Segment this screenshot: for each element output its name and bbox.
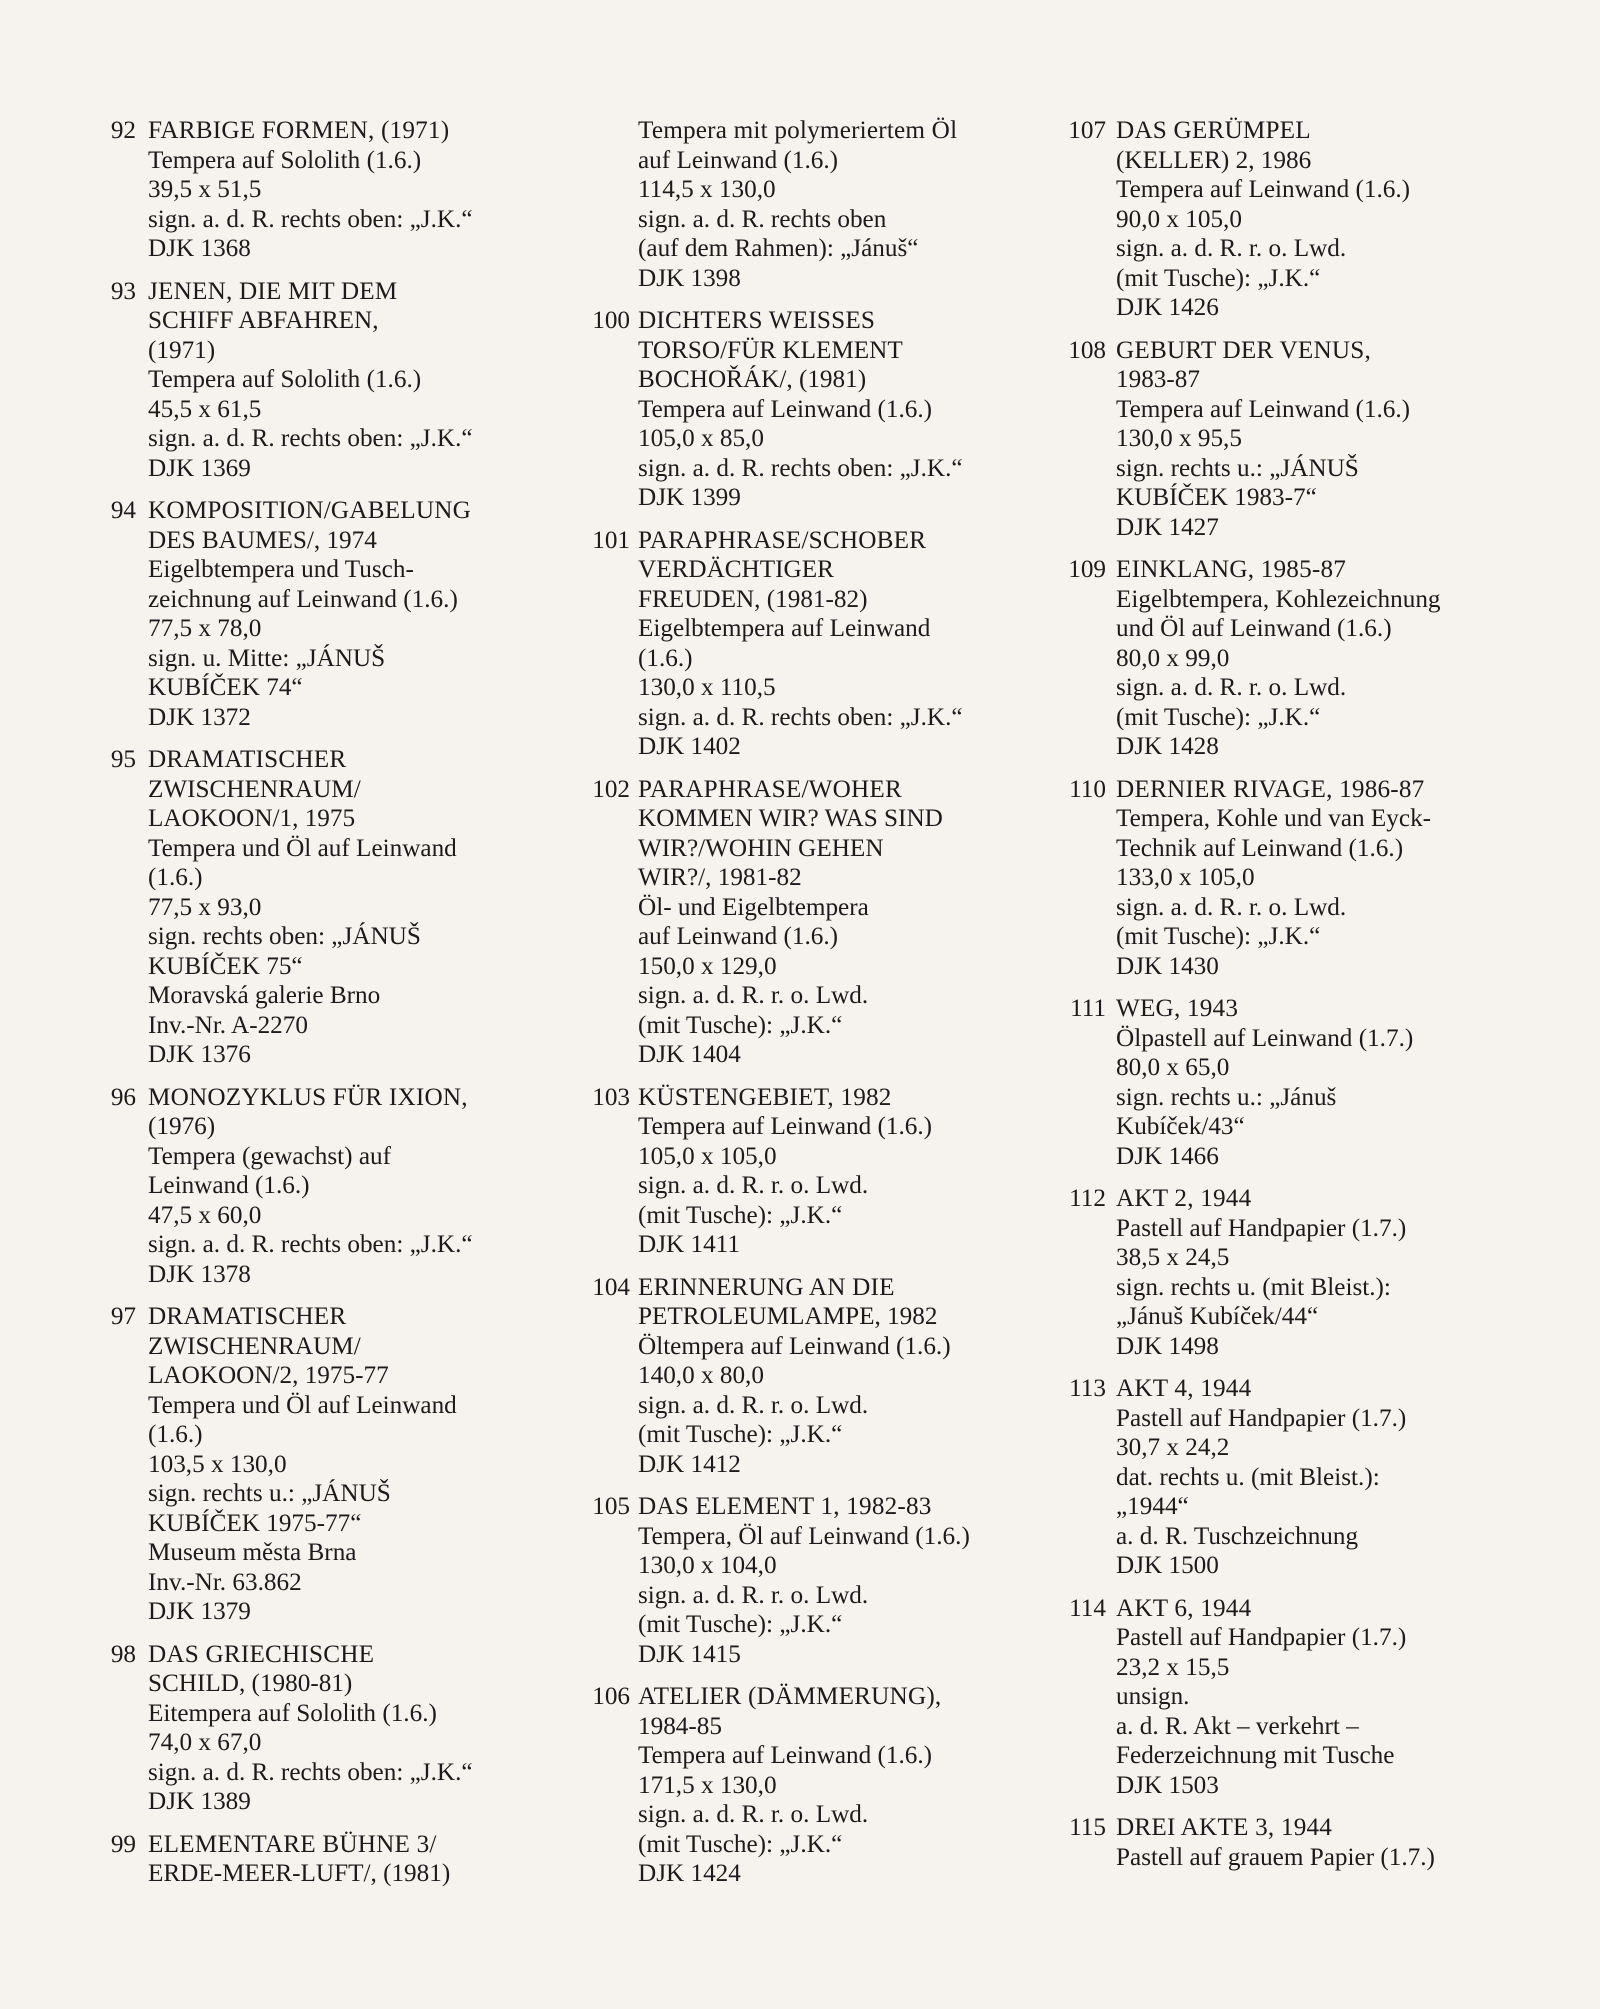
entry-title-line: DRAMATISCHER: [148, 746, 347, 773]
entry-line: sign. a. d. R. r. o. Lwd.: [1116, 235, 1347, 262]
entry-line: FREUDEN, (1981-82): [638, 585, 868, 613]
entry-line: Pastell auf grauem Papier (1.7.): [1116, 1843, 1435, 1871]
entry-number: 104: [592, 1273, 630, 1301]
catalogue-entry: [1060, 555, 1580, 762]
entry-line: 1983-87: [1116, 366, 1200, 393]
entry-line: sign. a. d. R. r. o. Lwd.: [1116, 893, 1347, 921]
entry-number: 101: [592, 526, 630, 554]
entry-line: ZWISCHENRAUM/: [148, 1332, 361, 1360]
entry-line: 130,0 x 110,5: [638, 674, 776, 701]
entry-title-line: DAS GERÜMPEL: [1116, 117, 1311, 144]
entry-body: [148, 116, 570, 264]
entry-line: Pastell auf Handpapier (1.7.): [1116, 1404, 1407, 1432]
entry-line: sign. u. Mitte: „JÁNUŠ: [148, 644, 386, 672]
entry-title-line: ATELIER (DÄMMERUNG),: [638, 1683, 942, 1710]
entry-number: 111: [1070, 995, 1106, 1022]
entry-line: BOCHOŘÁK/, (1981): [638, 366, 867, 393]
entry-body: [148, 745, 570, 1070]
entry-title-line: DREI AKTE 3, 1944: [1116, 1814, 1333, 1841]
entry-line: sign. rechts u.: „JÁNUŠ: [1116, 454, 1359, 482]
entry-title-line: EINKLANG, 1985-87: [1116, 556, 1347, 583]
entry-line: (1976): [148, 1113, 216, 1140]
entry-line: sign. a. d. R. r. o. Lwd.: [638, 1172, 869, 1199]
entry-line: sign. rechts oben: „JÁNUŠ: [148, 923, 421, 950]
entry-line: sign. a. d. R. rechts oben: „J.K.“: [638, 703, 963, 731]
entry-line: DJK 1500: [1116, 1552, 1219, 1579]
entry-line: ZWISCHENRAUM/: [148, 775, 361, 803]
entry-line: Pastell auf Handpapier (1.7.): [1116, 1214, 1407, 1242]
entry-line: 130,0 x 95,5: [1116, 425, 1242, 452]
entry-line: sign. rechts u.: „Jánuš: [1116, 1083, 1337, 1111]
entry-line: 133,0 x 105,0: [1116, 864, 1255, 891]
entry-line: 105,0 x 105,0: [638, 1142, 777, 1170]
entry-line: DJK 1430: [1116, 952, 1219, 980]
entry-number: 93: [110, 277, 136, 305]
entry-line: sign. a. d. R. r. o. Lwd.: [1116, 674, 1347, 701]
catalogue-entry: [584, 1083, 1062, 1260]
entry-line: Tempera auf Sololith (1.6.): [148, 366, 422, 393]
entry-line: sign. rechts u. (mit Bleist.):: [1116, 1273, 1391, 1301]
entry-line: Eitempera auf Sololith (1.6.): [148, 1699, 437, 1727]
entry-title-line: DERNIER RIVAGE, 1986-87: [1116, 775, 1425, 803]
entry-body: [638, 306, 1062, 513]
entry-body: [1116, 1374, 1580, 1581]
entry-number: 109: [1068, 556, 1106, 583]
entry-number: 110: [1069, 775, 1106, 803]
entry-line: PETROLEUMLAMPE, 1982: [638, 1303, 938, 1330]
entry-body: [148, 1083, 570, 1290]
entry-line: (mit Tusche): „J.K.“: [638, 1830, 843, 1858]
entry-line: sign. a. d. R. r. o. Lwd.: [638, 1581, 869, 1609]
entry-line: sign. a. d. R. r. o. Lwd.: [638, 1391, 869, 1419]
entry-line: Tempera auf Leinwand (1.6.): [638, 395, 933, 423]
entry-line: Ölpastell auf Leinwand (1.7.): [1116, 1024, 1414, 1052]
entry-number: 115: [1069, 1814, 1106, 1841]
entry-number: 107: [1068, 117, 1106, 144]
entry-line: Museum města Brna: [148, 1539, 357, 1566]
entry-line: sign. a. d. R. rechts oben: „J.K.“: [148, 205, 473, 233]
entry-line: DJK 1427: [1116, 513, 1219, 541]
entry-line: 130,0 x 104,0: [638, 1552, 777, 1579]
entry-line: 1984-85: [638, 1712, 722, 1740]
catalogue-entry: [100, 496, 570, 732]
entry-line: SCHIFF ABFAHREN,: [148, 307, 379, 334]
entry-body: [638, 1273, 1062, 1480]
entry-line: (1.6.): [148, 864, 203, 891]
entry-line: DJK 1498: [1116, 1332, 1219, 1360]
entry-line: (auf dem Rahmen): „Jánuš“: [638, 235, 919, 262]
entry-line: Tempera auf Sololith (1.6.): [148, 146, 422, 174]
entry-title-line: ELEMENTARE BÜHNE 3/: [148, 1830, 437, 1858]
entry-line: dat. rechts u. (mit Bleist.):: [1116, 1463, 1380, 1491]
catalogue-entry: [100, 1830, 570, 1889]
catalogue-entry: [584, 1492, 1062, 1669]
entry-line: Technik auf Leinwand (1.6.): [1116, 834, 1404, 862]
entry-line: sign. a. d. R. rechts oben: „J.K.“: [148, 1758, 473, 1786]
entry-line: DJK 1412: [638, 1450, 741, 1478]
entry-number: 94: [110, 497, 136, 524]
entry-title-line: ERINNERUNG AN DIE: [638, 1273, 895, 1301]
entry-title-line: PARAPHRASE/WOHER: [638, 775, 902, 803]
entry-body: [638, 1682, 1062, 1889]
entry-line: Tempera, Kohle und van Eyck-: [1116, 805, 1432, 832]
entry-title-line: PARAPHRASE/SCHOBER: [638, 526, 927, 554]
entry-line: SCHILD, (1980-81): [148, 1670, 353, 1697]
entry-line: Moravská galerie Brno: [148, 982, 381, 1009]
entry-line: DJK 1411: [638, 1231, 740, 1258]
entry-body: [1116, 1594, 1580, 1801]
entry-line: DJK 1368: [148, 235, 251, 262]
entry-line: „Jánuš Kubíček/44“: [1116, 1303, 1319, 1330]
entry-line: unsign.: [1116, 1683, 1190, 1710]
entry-line: (mit Tusche): „J.K.“: [638, 1421, 843, 1448]
entry-line: 140,0 x 80,0: [638, 1362, 764, 1389]
entry-line: (mit Tusche): „J.K.“: [638, 1011, 843, 1039]
entry-line: DJK 1428: [1116, 733, 1219, 760]
entry-number: 100: [592, 307, 630, 334]
entry-line: Leinwand (1.6.): [148, 1172, 310, 1199]
entry-title-line: KOMPOSITION/GABELUNG: [148, 497, 472, 524]
entry-title-line: AKT 6, 1944: [1116, 1594, 1252, 1622]
entry-line: Kubíček/43“: [1116, 1113, 1245, 1140]
catalogue-entry: [100, 116, 570, 264]
entry-line: sign. a. d. R. r. o. Lwd.: [638, 1801, 869, 1828]
entry-line: 74,0 x 67,0: [148, 1729, 262, 1756]
entry-line: Tempera, Öl auf Leinwand (1.6.): [638, 1522, 970, 1550]
entry-line: DJK 1466: [1116, 1142, 1219, 1170]
entry-line: DES BAUMES/, 1974: [148, 526, 377, 554]
entry-line: 45,5 x 61,5: [148, 395, 262, 423]
entry-line: KUBÍČEK 74“: [148, 674, 303, 701]
entry-line: 77,5 x 93,0: [148, 893, 262, 921]
entry-line: Inv.-Nr. 63.862: [148, 1568, 302, 1596]
entry-line: DJK 1424: [638, 1860, 741, 1887]
entry-body: [1116, 116, 1580, 323]
entry-line: sign. a. d. R. rechts oben: [638, 205, 887, 233]
entry-line: 39,5 x 51,5: [148, 176, 262, 203]
entry-body: [638, 775, 1062, 1070]
entry-line: 38,5 x 24,5: [1116, 1244, 1230, 1271]
entry-line: Eigelbtempera auf Leinwand: [638, 615, 931, 642]
entry-title-line: KÜSTENGEBIET, 1982: [638, 1083, 892, 1111]
entry-line: (mit Tusche): „J.K.“: [1116, 703, 1321, 731]
catalogue-column-1: [100, 116, 570, 1902]
entry-line: Inv.-Nr. A-2270: [148, 1011, 308, 1039]
catalogue-entry: [584, 116, 1062, 293]
catalogue-entry: [1060, 1374, 1580, 1581]
entry-line: KUBÍČEK 1983-7“: [1116, 484, 1317, 511]
entry-line: 47,5 x 60,0: [148, 1201, 262, 1229]
catalogue-entry: [1060, 116, 1580, 323]
entry-line: DJK 1404: [638, 1041, 741, 1068]
entry-body: [1116, 336, 1580, 543]
entry-number: 99: [110, 1830, 136, 1858]
catalogue-entry: [100, 1302, 570, 1627]
entry-line: Eigelbtempera und Tusch-: [148, 556, 414, 583]
entry-number: 98: [110, 1640, 136, 1668]
catalogue-entry: [584, 1273, 1062, 1480]
entry-body: [638, 1083, 1062, 1260]
catalogue-column-2: [584, 116, 1062, 1902]
entry-line: Tempera und Öl auf Leinwand: [148, 834, 457, 862]
entry-line: (mit Tusche): „J.K.“: [1116, 264, 1321, 292]
catalogue-entry: [100, 745, 570, 1070]
entry-line: VERDÄCHTIGER: [638, 556, 834, 583]
entry-line: KOMMEN WIR? WAS SIND: [638, 805, 943, 832]
entry-line: sign. a. d. R. r. o. Lwd.: [638, 982, 869, 1009]
entry-line: a. d. R. Tuschzeichnung: [1116, 1522, 1359, 1550]
entry-line: 171,5 x 130,0: [638, 1771, 777, 1799]
catalogue-entry: [1060, 775, 1580, 982]
catalogue-entry: [1060, 1594, 1580, 1801]
entry-line: 80,0 x 99,0: [1116, 644, 1230, 672]
entry-line: DJK 1415: [638, 1640, 741, 1668]
entry-number: 102: [592, 775, 630, 803]
entry-body: [148, 277, 570, 484]
entry-line: Öl- und Eigelbtempera: [638, 893, 869, 921]
catalogue-column-3: [1060, 116, 1580, 1885]
entry-number: 95: [110, 746, 136, 773]
entry-line: „1944“: [1116, 1493, 1189, 1520]
entry-number: 96: [110, 1083, 136, 1111]
entry-line: Tempera (gewachst) auf: [148, 1142, 391, 1170]
entry-line: LAOKOON/2, 1975-77: [148, 1362, 389, 1389]
catalogue-entry: [1060, 1813, 1580, 1872]
entry-body: [638, 526, 1062, 762]
entry-line: KUBÍČEK 75“: [148, 952, 303, 980]
entry-line: auf Leinwand (1.6.): [638, 146, 839, 174]
catalogue-entry: [100, 277, 570, 484]
entry-title-line: DAS GRIECHISCHE: [148, 1640, 375, 1668]
entry-line: DJK 1379: [148, 1598, 251, 1625]
catalogue-entry: [100, 1640, 570, 1817]
entry-body: [148, 1302, 570, 1627]
entry-line: (mit Tusche): „J.K.“: [1116, 923, 1321, 950]
entry-line: Pastell auf Handpapier (1.7.): [1116, 1624, 1407, 1651]
entry-line: DJK 1426: [1116, 294, 1219, 321]
entry-number: 113: [1069, 1375, 1106, 1402]
entry-line: WIR?/WOHIN GEHEN: [638, 834, 884, 862]
entry-title-line: FARBIGE FORMEN, (1971): [148, 117, 450, 144]
entry-line: und Öl auf Leinwand (1.6.): [1116, 615, 1392, 642]
catalogue-entry: [584, 306, 1062, 513]
entry-line: DJK 1399: [638, 484, 741, 511]
entry-line: DJK 1376: [148, 1041, 251, 1068]
entry-line: WIR?/, 1981-82: [638, 864, 802, 891]
entry-line: 80,0 x 65,0: [1116, 1054, 1230, 1081]
entry-line: DJK 1402: [638, 733, 741, 760]
entry-line: 30,7 x 24,2: [1116, 1434, 1230, 1461]
entry-line: 77,5 x 78,0: [148, 615, 262, 642]
entry-line: KUBÍČEK 1975-77“: [148, 1509, 362, 1537]
entry-body: [148, 1640, 570, 1817]
entry-number: 103: [592, 1083, 630, 1111]
entry-title-line: DICHTERS WEISSES: [638, 307, 876, 334]
entry-line: 105,0 x 85,0: [638, 425, 764, 452]
entry-line: Tempera auf Leinwand (1.6.): [1116, 176, 1411, 203]
entry-line: Federzeichnung mit Tusche: [1116, 1742, 1395, 1769]
entry-line: sign. rechts u.: „JÁNUŠ: [148, 1480, 391, 1507]
entry-title-line: AKT 2, 1944: [1116, 1185, 1252, 1212]
entry-line: DJK 1369: [148, 454, 251, 482]
entry-title-line: WEG, 1943: [1116, 995, 1239, 1022]
entry-body: [1116, 1813, 1580, 1872]
entry-line: a. d. R. Akt – verkehrt –: [1116, 1712, 1359, 1740]
entry-title-line: JENEN, DIE MIT DEM: [148, 277, 398, 305]
entry-body: [1116, 1184, 1580, 1361]
entry-line: Tempera mit polymeriertem Öl: [638, 117, 958, 144]
entry-line: Tempera auf Leinwand (1.6.): [638, 1742, 933, 1769]
catalogue-entry: [584, 526, 1062, 762]
entry-number: 106: [592, 1683, 630, 1710]
entry-number: 92: [110, 117, 136, 144]
entry-number: 114: [1069, 1594, 1106, 1622]
catalogue-entry: [1060, 1184, 1580, 1361]
entry-line: (KELLER) 2, 1986: [1116, 146, 1312, 174]
entry-line: Eigelbtempera, Kohlezeichnung: [1116, 585, 1441, 613]
entry-title-line: MONOZYKLUS FÜR IXION,: [148, 1083, 468, 1111]
entry-number: 105: [592, 1493, 630, 1520]
entry-line: 114,5 x 130,0: [638, 176, 776, 203]
entry-line: (1971): [148, 336, 216, 364]
entry-title-line: DAS ELEMENT 1, 1982-83: [638, 1493, 932, 1520]
entry-number: 108: [1068, 336, 1106, 364]
entry-line: zeichnung auf Leinwand (1.6.): [148, 585, 458, 613]
entry-line: Tempera auf Leinwand (1.6.): [1116, 395, 1411, 423]
entry-line: DJK 1389: [148, 1788, 251, 1815]
entry-body: [148, 496, 570, 732]
entry-line: Öltempera auf Leinwand (1.6.): [638, 1332, 951, 1360]
entry-title-line: GEBURT DER VENUS,: [1116, 336, 1371, 364]
entry-body: [148, 1830, 570, 1889]
entry-line: DJK 1378: [148, 1260, 251, 1288]
entry-body: [1116, 994, 1580, 1171]
entry-line: TORSO/FÜR KLEMENT: [638, 336, 903, 364]
catalogue-entry: [1060, 994, 1580, 1171]
entry-line: ERDE-MEER-LUFT/, (1981): [148, 1860, 451, 1887]
entry-number: 112: [1069, 1185, 1106, 1212]
entry-line: Tempera auf Leinwand (1.6.): [638, 1113, 933, 1140]
catalogue-entry: [584, 1682, 1062, 1889]
catalogue-entry: [1060, 336, 1580, 543]
entry-line: sign. a. d. R. rechts oben: „J.K.“: [148, 1231, 473, 1258]
entry-line: 90,0 x 105,0: [1116, 205, 1242, 233]
entry-body: [638, 116, 1062, 293]
entry-line: 103,5 x 130,0: [148, 1450, 287, 1478]
entry-line: (1.6.): [148, 1421, 203, 1448]
entry-line: sign. a. d. R. rechts oben: „J.K.“: [638, 454, 963, 482]
entry-line: Tempera und Öl auf Leinwand: [148, 1391, 457, 1419]
entry-title-line: AKT 4, 1944: [1116, 1375, 1252, 1402]
entry-line: DJK 1398: [638, 264, 741, 292]
entry-title-line: DRAMATISCHER: [148, 1303, 347, 1330]
entry-line: sign. a. d. R. rechts oben: „J.K.“: [148, 425, 473, 452]
catalogue-entry: [100, 1083, 570, 1290]
entry-number: 97: [110, 1303, 136, 1330]
entry-body: [1116, 775, 1580, 982]
entry-line: (1.6.): [638, 644, 693, 672]
entry-line: 23,2 x 15,5: [1116, 1653, 1230, 1681]
entry-body: [638, 1492, 1062, 1669]
entry-body: [1116, 555, 1580, 762]
entry-line: auf Leinwand (1.6.): [638, 923, 839, 950]
entry-line: LAOKOON/1, 1975: [148, 805, 356, 832]
entry-line: DJK 1372: [148, 703, 251, 731]
entry-line: (mit Tusche): „J.K.“: [638, 1611, 843, 1638]
catalogue-entry: [584, 775, 1062, 1070]
entry-line: 150,0 x 129,0: [638, 952, 777, 980]
entry-line: DJK 1503: [1116, 1771, 1219, 1799]
entry-line: (mit Tusche): „J.K.“: [638, 1201, 843, 1229]
